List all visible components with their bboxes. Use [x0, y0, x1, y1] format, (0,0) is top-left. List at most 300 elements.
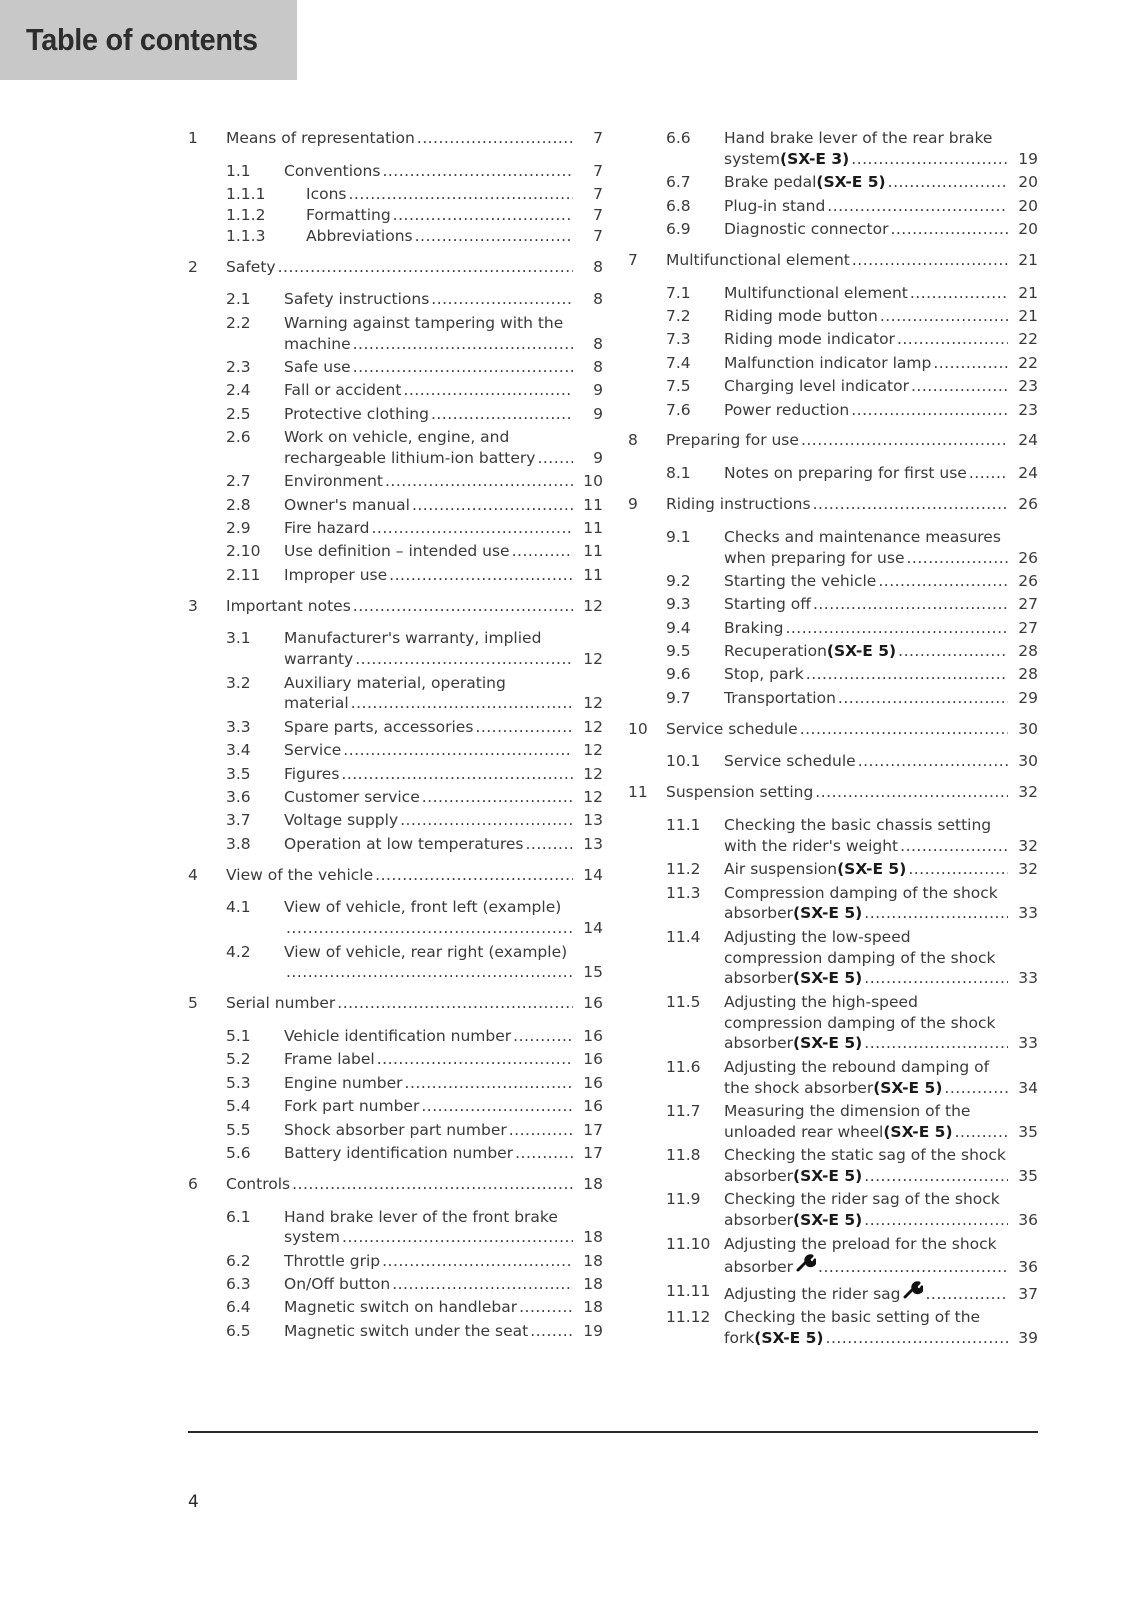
toc-page-number: 28 — [1018, 665, 1038, 684]
toc-title: On/Off button — [284, 1275, 391, 1294]
toc-number: 6.6 — [666, 129, 691, 147]
toc-number: 11.1 — [666, 816, 701, 835]
toc-entry[interactable] — [628, 594, 1038, 615]
toc-title: with the rider's weight — [724, 836, 899, 855]
toc-number: 9.7 — [666, 688, 691, 707]
toc-page-number: 29 — [1018, 688, 1038, 707]
toc-number: 5.3 — [226, 1073, 251, 1092]
dot-leader — [783, 618, 1008, 639]
toc-entry[interactable] — [188, 1321, 603, 1342]
dot-leader — [878, 306, 1008, 327]
toc-number: 11.8 — [666, 1146, 701, 1165]
toc-title: Spare parts, accessories — [284, 717, 474, 736]
toc-entry[interactable] — [188, 565, 603, 586]
toc-title: Auxiliary material, operating — [284, 673, 506, 692]
toc-page-number: 11 — [583, 565, 603, 584]
dot-leader — [888, 219, 1008, 240]
toc-number: 7.6 — [666, 400, 691, 419]
toc-entry[interactable] — [628, 1307, 1038, 1349]
model-tag: (SX-E 5) — [793, 904, 863, 923]
toc-number: 4.2 — [226, 942, 251, 961]
toc-entry[interactable] — [628, 353, 1038, 374]
toc-title: Conventions — [284, 161, 381, 180]
dot-leader — [351, 596, 573, 617]
toc-entry[interactable] — [628, 782, 1038, 803]
toc-entry[interactable] — [628, 1234, 1038, 1279]
dot-leader — [876, 571, 1008, 592]
toc-title: Multifunctional element — [724, 283, 908, 302]
toc-number: 2.7 — [226, 472, 251, 491]
toc-entry[interactable] — [188, 942, 603, 984]
toc-page-number: 35 — [1018, 1166, 1038, 1185]
toc-entry[interactable] — [188, 1096, 603, 1117]
wrench-icon — [903, 1281, 923, 1299]
toc-entry[interactable] — [188, 628, 603, 670]
toc-title: Important notes — [226, 596, 351, 615]
toc-title: Frame label — [284, 1050, 375, 1069]
toc-entry[interactable] — [188, 673, 603, 715]
toc-title: Plug-in stand — [724, 196, 826, 215]
model-tag: (SX-E 5) — [793, 1166, 863, 1185]
dot-leader — [419, 1096, 573, 1117]
toc-entry[interactable] — [628, 992, 1038, 1054]
toc-entry[interactable] — [628, 1101, 1038, 1143]
toc-title: Operation at low temperatures — [284, 834, 524, 853]
page-title: Table of contents — [26, 22, 258, 57]
toc-page-number: 8 — [593, 290, 603, 309]
toc-entry[interactable] — [188, 1026, 603, 1047]
toc-page-number: 11 — [583, 542, 603, 561]
toc-entry[interactable] — [628, 250, 1038, 271]
dot-leader — [349, 693, 573, 714]
toc-number: 11.5 — [666, 992, 701, 1011]
toc-entry[interactable] — [628, 927, 1038, 989]
toc-title: absorber — [724, 1258, 794, 1277]
toc-entry[interactable] — [628, 664, 1038, 685]
toc-entry[interactable] — [188, 1297, 603, 1318]
toc-page-number: 30 — [1018, 719, 1038, 738]
toc-page-number: 9 — [593, 404, 603, 423]
model-tag: (SX-E 5) — [826, 642, 897, 661]
toc-number: 1.1 — [226, 161, 251, 180]
toc-entry[interactable] — [628, 283, 1038, 304]
toc-page-number: 11 — [583, 495, 603, 514]
toc-page-number: 27 — [1018, 595, 1038, 614]
toc-entry[interactable] — [188, 1274, 603, 1295]
toc-title: Owner's manual — [284, 495, 410, 514]
toc-page-number: 26 — [1018, 548, 1038, 567]
toc-column-left — [188, 128, 603, 1344]
toc-title: Improper use — [284, 565, 388, 584]
toc-title: Riding instructions — [666, 494, 811, 513]
toc-page-number: 37 — [1018, 1284, 1038, 1303]
dot-leader — [862, 1166, 1008, 1187]
dot-leader — [535, 448, 573, 469]
toc-page-number: 20 — [1018, 196, 1038, 215]
dot-leader — [353, 649, 573, 670]
toc-title: View of vehicle, rear right (example) — [284, 942, 568, 961]
toc-entry[interactable] — [628, 751, 1038, 772]
toc-number: 3.6 — [226, 788, 251, 807]
toc-number: 7.2 — [666, 306, 691, 325]
toc-title: Means of representation — [226, 129, 415, 147]
toc-entry[interactable] — [188, 1120, 603, 1141]
toc-page-number: 9 — [593, 448, 603, 467]
toc-page-number: 12 — [583, 741, 603, 760]
toc-page-number: 21 — [1018, 306, 1038, 325]
toc-number: 2.2 — [226, 313, 251, 332]
dot-leader — [383, 471, 573, 492]
toc-number: 1.1.2 — [226, 205, 266, 224]
toc-entry[interactable] — [628, 815, 1038, 857]
toc-number: 2.9 — [226, 519, 251, 538]
dot-leader — [908, 283, 1008, 304]
toc-title: Notes on preparing for first use — [724, 464, 967, 483]
toc-number: 3.2 — [226, 673, 251, 692]
toc-entry[interactable] — [628, 719, 1038, 740]
dot-leader — [906, 859, 1008, 880]
toc-number: 11.7 — [666, 1101, 701, 1120]
toc-entry[interactable] — [628, 571, 1038, 592]
toc-title: Use definition – intended use — [284, 542, 510, 561]
toc-page-number: 7 — [593, 129, 603, 147]
toc-entry[interactable] — [628, 527, 1038, 569]
toc-entry[interactable] — [188, 834, 603, 855]
toc-page-number: 24 — [1018, 431, 1038, 450]
toc-title: Safety instructions — [284, 290, 430, 309]
toc-entry[interactable] — [628, 376, 1038, 397]
dot-leader — [836, 688, 1008, 709]
toc-entry[interactable] — [188, 993, 603, 1014]
toc-number: 6.1 — [226, 1207, 251, 1226]
toc-page-number: 12 — [583, 717, 603, 736]
toc-entry[interactable] — [188, 596, 603, 617]
toc-number: 9.3 — [666, 595, 691, 614]
toc-page-number: 21 — [1018, 283, 1038, 302]
toc-number: 2.3 — [226, 357, 251, 376]
toc-title: Environment — [284, 472, 383, 491]
toc-page-number: 12 — [583, 596, 603, 615]
toc-entry[interactable] — [188, 787, 603, 808]
toc-number: 9 — [628, 494, 638, 513]
dot-leader — [507, 1120, 573, 1141]
toc-title: Recuperation — [724, 642, 827, 661]
toc-page-number: 18 — [583, 1298, 603, 1317]
toc-number: 5.4 — [226, 1097, 251, 1116]
toc-title: Magnetic switch on handlebar — [284, 1298, 518, 1317]
toc-entry[interactable] — [628, 329, 1038, 350]
toc-entry[interactable] — [188, 226, 603, 247]
toc-entry[interactable] — [188, 257, 603, 278]
dot-leader — [849, 149, 1008, 170]
toc-entry[interactable] — [188, 1049, 603, 1070]
dot-leader — [813, 782, 1008, 803]
dot-leader — [898, 836, 1008, 857]
toc-page-number: 16 — [583, 1073, 603, 1092]
toc-entry[interactable] — [188, 810, 603, 831]
toc-page-number: 18 — [583, 1251, 603, 1270]
toc-title: Manufacturer's warranty, implied — [284, 629, 542, 648]
toc-entry[interactable] — [628, 400, 1038, 421]
toc-title: Checking the basic setting of the — [724, 1308, 981, 1327]
toc-entry[interactable] — [628, 618, 1038, 639]
dot-leader — [967, 463, 1008, 484]
toc-entry[interactable] — [628, 172, 1038, 193]
toc-page-number: 13 — [583, 834, 603, 853]
toc-entry[interactable] — [188, 128, 603, 149]
dot-leader — [380, 1251, 573, 1272]
toc-entry[interactable] — [628, 196, 1038, 217]
dot-leader — [942, 1078, 1008, 1099]
toc-page-number: 36 — [1018, 1211, 1038, 1230]
toc-number: 10.1 — [666, 752, 701, 771]
toc-page-number: 13 — [583, 811, 603, 830]
toc-page-number: 17 — [583, 1120, 603, 1139]
dot-leader — [351, 334, 573, 355]
toc-number: 3.7 — [226, 811, 251, 830]
dot-leader — [517, 1297, 573, 1318]
toc-number: 2.6 — [226, 428, 251, 447]
toc-entry[interactable] — [188, 205, 603, 226]
toc-entry[interactable] — [188, 1073, 603, 1094]
toc-number: 5.5 — [226, 1120, 251, 1139]
toc-page-number: 16 — [583, 994, 603, 1013]
toc-entry[interactable] — [188, 357, 603, 378]
toc-number: 3.1 — [226, 629, 251, 648]
dot-leader — [370, 518, 574, 539]
dot-leader — [909, 376, 1008, 397]
dot-leader — [284, 962, 573, 983]
dot-leader — [904, 548, 1008, 569]
toc-entry[interactable] — [628, 306, 1038, 327]
dot-leader — [335, 993, 573, 1014]
toc-entry[interactable] — [188, 471, 603, 492]
toc-entry[interactable] — [188, 313, 603, 355]
toc-title: Formatting — [306, 205, 391, 224]
toc-title: Magnetic switch under the seat — [284, 1321, 529, 1340]
toc-number: 11.6 — [666, 1057, 701, 1076]
toc-title: Fall or accident — [284, 381, 402, 400]
toc-title: Protective clothing — [284, 404, 429, 423]
toc-title: machine — [284, 334, 351, 353]
toc-entry[interactable] — [628, 1145, 1038, 1187]
toc-number: 2.5 — [226, 404, 251, 423]
toc-title: Safe use — [284, 357, 351, 376]
toc-title: Service schedule — [666, 719, 798, 738]
toc-number: 6.8 — [666, 196, 691, 215]
toc-title: Adjusting the low-speed — [724, 927, 911, 946]
dot-leader — [276, 257, 573, 278]
toc-entry[interactable] — [628, 859, 1038, 880]
toc-page-number: 23 — [1018, 400, 1038, 419]
model-tag: (SX-E 3) — [780, 149, 850, 168]
toc-entry[interactable] — [188, 404, 603, 425]
toc-page-number: 18 — [583, 1228, 603, 1247]
toc-page-number: 15 — [583, 963, 603, 982]
toc-entry[interactable] — [188, 1251, 603, 1272]
toc-title: Adjusting the rebound damping of — [724, 1057, 990, 1076]
wrench-icon — [796, 1254, 816, 1272]
dot-leader — [811, 494, 1008, 515]
toc-number: 8.1 — [666, 464, 691, 483]
toc-entry[interactable] — [188, 1143, 603, 1164]
dot-leader — [849, 400, 1008, 421]
toc-page-number: 12 — [583, 788, 603, 807]
toc-page-number: 23 — [1018, 377, 1038, 396]
toc-title: Battery identification number — [284, 1143, 514, 1162]
toc-number: 10 — [628, 719, 648, 738]
toc-title: Adjusting the preload for the shock — [724, 1234, 997, 1253]
toc-page-number: 17 — [583, 1143, 603, 1162]
toc-title: Multifunctional element — [666, 250, 850, 269]
toc-entry[interactable] — [188, 161, 603, 182]
toc-page-number: 19 — [1018, 149, 1038, 168]
toc-page-number: 7 — [593, 205, 603, 224]
toc-title: Throttle grip — [284, 1251, 381, 1270]
dot-leader — [391, 205, 573, 226]
toc-entry[interactable] — [628, 883, 1038, 925]
dot-leader — [862, 1033, 1008, 1054]
toc-number: 6.7 — [666, 173, 691, 192]
toc-number: 9.1 — [666, 527, 691, 546]
toc-number: 5.6 — [226, 1143, 251, 1162]
toc-number: 6.2 — [226, 1251, 251, 1270]
toc-page-number: 9 — [593, 381, 603, 400]
page-number: 4 — [188, 1492, 199, 1512]
toc-entry[interactable] — [628, 219, 1038, 240]
toc-number: 6.4 — [226, 1298, 251, 1317]
toc-title: Starting off — [724, 595, 811, 614]
toc-entry[interactable] — [188, 1207, 603, 1249]
toc-number: 11.2 — [666, 860, 701, 879]
toc-entry[interactable] — [188, 427, 603, 469]
toc-title: the shock absorber — [724, 1078, 874, 1097]
toc-page-number: 33 — [1018, 1034, 1038, 1053]
toc-entry[interactable] — [188, 740, 603, 761]
toc-number: 4 — [188, 865, 198, 884]
toc-entry[interactable] — [628, 430, 1038, 451]
toc-title: absorber — [724, 1166, 794, 1185]
toc-page-number: 32 — [1018, 783, 1038, 802]
toc-page-number: 12 — [583, 650, 603, 669]
dot-leader — [850, 250, 1008, 271]
toc-entry[interactable] — [628, 641, 1038, 662]
toc-number: 11.12 — [666, 1308, 711, 1327]
toc-page-number: 7 — [593, 185, 603, 204]
dot-leader — [923, 1284, 1008, 1305]
toc-title: Checking the basic chassis setting — [724, 816, 992, 835]
toc-number: 2.1 — [226, 290, 251, 309]
toc-entry[interactable] — [188, 865, 603, 886]
toc-title: absorber — [724, 904, 794, 923]
toc-title: Shock absorber part number — [284, 1120, 507, 1139]
toc-entry[interactable] — [628, 494, 1038, 515]
dot-leader — [346, 184, 573, 205]
toc-number: 5 — [188, 994, 198, 1013]
toc-title: system — [724, 149, 781, 168]
toc-entry[interactable] — [628, 688, 1038, 709]
toc-page-number: 11 — [583, 519, 603, 538]
model-tag: (SX-E 5) — [793, 1211, 863, 1230]
dot-leader — [513, 1143, 573, 1164]
toc-title: fork — [724, 1328, 755, 1347]
dot-leader — [351, 357, 573, 378]
toc-number: 3 — [188, 596, 198, 615]
toc-page-number: 10 — [583, 472, 603, 491]
toc-title: system — [284, 1228, 341, 1247]
toc-page-number: 27 — [1018, 618, 1038, 637]
toc-number: 2.4 — [226, 381, 251, 400]
toc-title: Measuring the dimension of the — [724, 1101, 971, 1120]
toc-entry[interactable] — [188, 380, 603, 401]
dot-leader — [931, 353, 1008, 374]
toc-entry[interactable] — [188, 764, 603, 785]
dot-leader — [415, 128, 573, 149]
model-tag: (SX-E 5) — [873, 1078, 943, 1097]
dot-leader — [284, 918, 573, 939]
toc-title: Braking — [724, 618, 784, 637]
toc-entry[interactable] — [628, 128, 1038, 170]
toc-entry[interactable] — [188, 1174, 603, 1195]
toc-entry[interactable] — [188, 717, 603, 738]
dot-leader — [816, 1257, 1008, 1278]
toc-page-number: 30 — [1018, 752, 1038, 771]
toc-title: Adjusting the rider sag — [724, 1284, 901, 1303]
model-tag: (SX-E 5) — [793, 1034, 863, 1053]
toc-page-number: 20 — [1018, 173, 1038, 192]
toc-number: 1.1.3 — [226, 226, 266, 245]
toc-page-number: 19 — [583, 1321, 603, 1340]
toc-entry[interactable] — [188, 541, 603, 562]
toc-page-number: 12 — [583, 694, 603, 713]
toc-title: Transportation — [724, 688, 836, 707]
toc-entry[interactable] — [628, 1057, 1038, 1099]
toc-number: 2.11 — [226, 565, 261, 584]
dot-leader — [390, 1274, 573, 1295]
toc-entry[interactable] — [188, 897, 603, 939]
toc-page-number: 28 — [1018, 642, 1038, 661]
toc-entry[interactable] — [188, 495, 603, 516]
dot-leader — [290, 1174, 573, 1195]
toc-entry[interactable] — [188, 289, 603, 310]
dot-leader — [862, 968, 1008, 989]
toc-page-number: 34 — [1018, 1078, 1038, 1097]
toc-number: 3.4 — [226, 741, 251, 760]
dot-leader — [387, 565, 573, 586]
toc-number: 3.3 — [226, 717, 251, 736]
toc-title: Brake pedal — [724, 173, 817, 192]
toc-title: Riding mode indicator — [724, 330, 895, 349]
dot-leader — [410, 495, 573, 516]
toc-number: 7.1 — [666, 283, 691, 302]
dot-leader — [403, 1073, 573, 1094]
toc-entry[interactable] — [188, 184, 603, 205]
toc-entry[interactable] — [628, 1281, 1038, 1305]
model-tag: (SX-E 5) — [754, 1328, 824, 1347]
toc-entry[interactable] — [628, 1189, 1038, 1231]
toc-entry[interactable] — [628, 463, 1038, 484]
toc-title: Power reduction — [724, 400, 850, 419]
toc-page-number: 21 — [1018, 250, 1038, 269]
toc-title: Hand brake lever of the front brake — [284, 1207, 558, 1226]
toc-entry[interactable] — [188, 518, 603, 539]
toc-title: Warning against tampering with the — [284, 313, 564, 332]
dot-leader — [886, 172, 1008, 193]
dot-leader — [824, 1328, 1008, 1349]
dot-leader — [420, 787, 573, 808]
toc-page-number: 33 — [1018, 904, 1038, 923]
toc-title: Suspension setting — [666, 783, 814, 802]
